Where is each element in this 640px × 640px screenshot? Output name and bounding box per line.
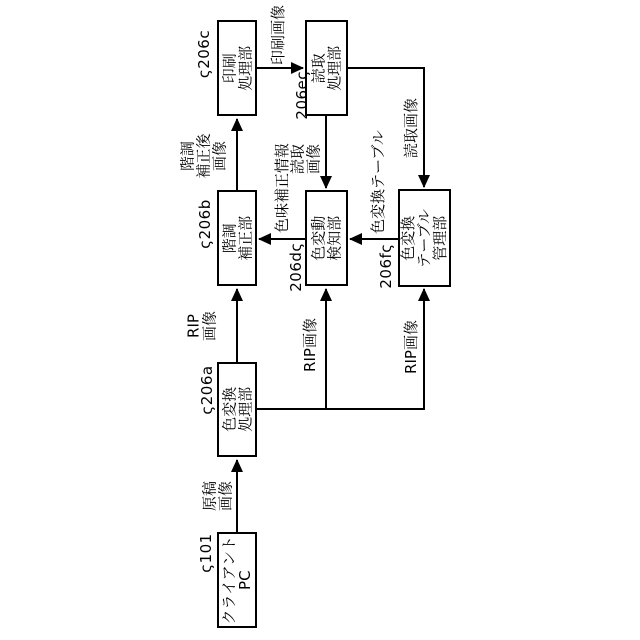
box-client-pc [217, 532, 257, 628]
edge-label-rip-image-to-detect: RIP画像 [301, 318, 320, 372]
ref-206c: ς206c [195, 29, 214, 79]
edge-label-read-image-to-table: 読取画像 [402, 97, 421, 159]
box-gradation-correction-label: 階調 補正部 [219, 215, 255, 261]
ref-206f: 206fς [377, 243, 396, 289]
box-reading-processing [305, 20, 348, 116]
box-client-pc-label: クライアント PC [219, 535, 255, 625]
ref-206a: ς206a [198, 365, 217, 415]
box-color-table-management [398, 189, 451, 287]
box-print-processing [217, 20, 257, 116]
edge-label-rip-image-to-gradation: RIP 画像 [184, 310, 218, 342]
edge-label-color-correction-info: 色味補正情報 [273, 142, 292, 234]
arrow-colorconvert-to-tablemgmt [257, 289, 424, 409]
ref-206d: 206dς [287, 242, 306, 292]
box-color-conversion-processing [217, 362, 257, 457]
ref-206e: 206eς [293, 70, 312, 120]
box-color-variation-detection-label: 色変動 検知部 [309, 215, 344, 261]
ref-206b: ς206b [196, 199, 215, 249]
box-gradation-correction [217, 190, 257, 286]
edge-label-print-image: 印刷画像 [269, 4, 288, 66]
box-print-processing-label: 印刷 処理部 [219, 45, 255, 91]
edge-label-color-table: 色変換テーブル [369, 130, 388, 234]
box-reading-processing-label: 読取 処理部 [309, 45, 344, 91]
edge-label-rip-image-to-table: RIP画像 [402, 320, 421, 374]
ref-101: ς101 [197, 533, 216, 573]
edge-label-read-image-to-detect: 読取 画像 [288, 143, 322, 175]
box-color-variation-detection [305, 190, 348, 286]
edge-label-original-image: 原稿 画像 [200, 480, 234, 512]
box-color-table-management-label: 色変換 テーブル 管理部 [399, 208, 450, 268]
box-color-conversion-processing-label: 色変換 処理部 [219, 386, 255, 433]
edge-label-post-gradation-image: 階調 補正後 画像 [178, 133, 228, 179]
